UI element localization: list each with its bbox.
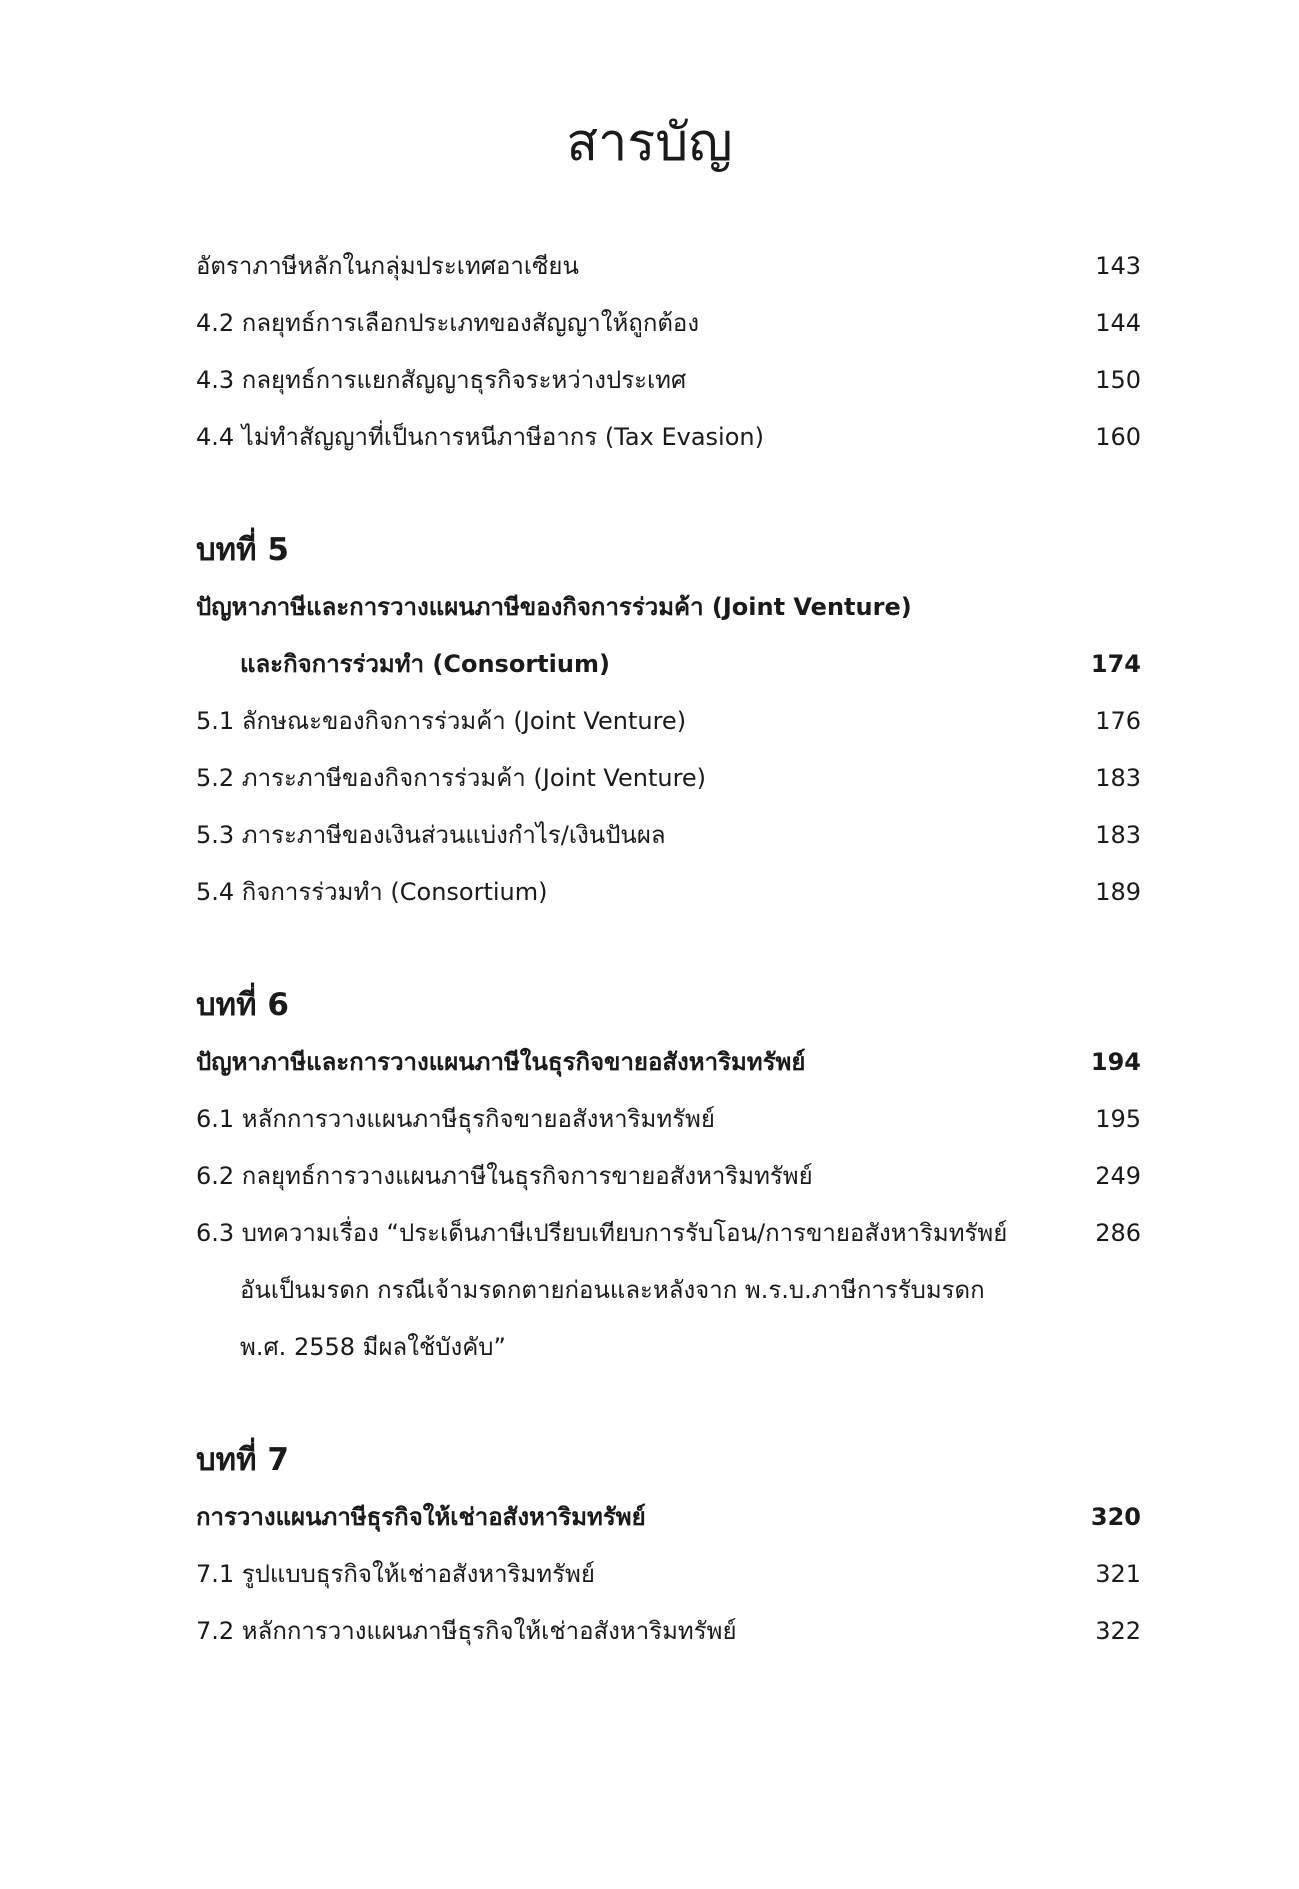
chapter-7-title-page: 320	[1090, 1503, 1141, 1531]
toc-entry-text: 6.2 กลยุทธ์การวางแผนภาษีในธุรกิจการขายอสังหาริมทรัพย์	[196, 1162, 813, 1190]
toc-entry-page: 176	[1095, 707, 1141, 735]
toc-entry-page: 144	[1095, 309, 1141, 337]
toc-entry	[196, 1097, 1141, 1141]
toc-entry	[196, 813, 1141, 857]
chapter-5-title-page: 174	[1090, 650, 1141, 678]
toc-entry-continuation: อันเป็นมรดก กรณีเจ้ามรดกตายก่อนและหลังจาก พ.ร.บ.ภาษีการรับมรดก	[240, 1276, 985, 1304]
toc-entry	[196, 415, 1141, 459]
toc-entry-page: 321	[1095, 1560, 1141, 1588]
chapter-6-heading: บทที่ 6	[196, 987, 289, 1023]
toc-entry-continuation: พ.ศ. 2558 มีผลใช้บังคับ”	[240, 1333, 506, 1361]
toc-entry	[196, 1609, 1141, 1653]
toc-entry-text: 4.4 ไม่ทำสัญญาที่เป็นการหนีภาษีอากร (Tax Evasion)	[196, 423, 764, 451]
chapter-6-title-text: ปัญหาภาษีและการวางแผนภาษีในธุรกิจขายอสังหาริมทรัพย์	[196, 1048, 806, 1076]
page-title: สารบัญ	[566, 113, 733, 173]
toc-entry-text: 6.1 หลักการวางแผนภาษีธุรกิจขายอสังหาริมทรัพย์	[196, 1105, 715, 1133]
toc-entry-text: 4.3 กลยุทธ์การแยกสัญญาธุรกิจระหว่างประเทศ	[196, 366, 687, 394]
toc-entry-page: 195	[1095, 1105, 1141, 1133]
chapter-7-title	[196, 1495, 1141, 1539]
chapter-6-title-page: 194	[1090, 1048, 1141, 1076]
toc-entry-text: 7.2 หลักการวางแผนภาษีธุรกิจให้เช่าอสังหาริมทรัพย์	[196, 1617, 737, 1645]
toc-entry-page: 322	[1095, 1617, 1141, 1645]
toc-entry-text: 5.2 ภาระภาษีของกิจการร่วมค้า (Joint Venture)	[196, 764, 707, 792]
toc-entry-page: 183	[1095, 764, 1141, 792]
toc-entry	[196, 1552, 1141, 1596]
chapter-5-title-line1: ปัญหาภาษีและการวางแผนภาษีของกิจการร่วมค้า (Joint Venture)	[196, 593, 912, 621]
chapter-5-title-line2: และกิจการร่วมทำ (Consortium)	[240, 650, 610, 678]
toc-entry	[196, 1211, 1141, 1255]
toc-entry-page: 189	[1095, 878, 1141, 906]
toc-entry-page: 150	[1095, 366, 1141, 394]
toc-entry	[196, 358, 1141, 402]
chapter-5-heading: บทที่ 5	[196, 532, 289, 568]
toc-entry-page: 160	[1095, 423, 1141, 451]
toc-entry	[196, 756, 1141, 800]
chapter-5-title-cont	[196, 642, 1141, 686]
toc-entry-page: 183	[1095, 821, 1141, 849]
toc-entry-text: 5.3 ภาระภาษีของเงินส่วนแบ่งกำไร/เงินปันผล	[196, 821, 666, 849]
chapter-6-title	[196, 1040, 1141, 1084]
toc-entry-text: 6.3 บทความเรื่อง “ประเด็นภาษีเปรียบเทียบการรับโอน/การขายอสังหาริมทรัพย์	[196, 1219, 1008, 1247]
toc-entry-page: 143	[1095, 252, 1141, 280]
toc-entry	[196, 1154, 1141, 1198]
toc-entry	[196, 244, 1141, 288]
toc-entry-page: 286	[1095, 1219, 1141, 1247]
chapter-7-title-text: การวางแผนภาษีธุรกิจให้เช่าอสังหาริมทรัพย์	[196, 1503, 646, 1531]
toc-entry-page: 249	[1095, 1162, 1141, 1190]
toc-entry-text: 4.2 กลยุทธ์การเลือกประเภทของสัญญาให้ถูกต้อง	[196, 309, 700, 337]
toc-entry-text: 7.1 รูปแบบธุรกิจให้เช่าอสังหาริมทรัพย์	[196, 1560, 595, 1588]
toc-entry	[196, 870, 1141, 914]
toc-entry-text: 5.4 กิจการร่วมทำ (Consortium)	[196, 878, 548, 906]
toc-entry-text: อัตราภาษีหลักในกลุ่มประเทศอาเซียน	[196, 252, 579, 280]
chapter-5-title	[196, 585, 1141, 629]
toc-entry	[196, 301, 1141, 345]
toc-entry	[196, 699, 1141, 743]
toc-entry-text: 5.1 ลักษณะของกิจการร่วมค้า (Joint Venture)	[196, 707, 687, 735]
chapter-7-heading: บทที่ 7	[196, 1442, 289, 1478]
